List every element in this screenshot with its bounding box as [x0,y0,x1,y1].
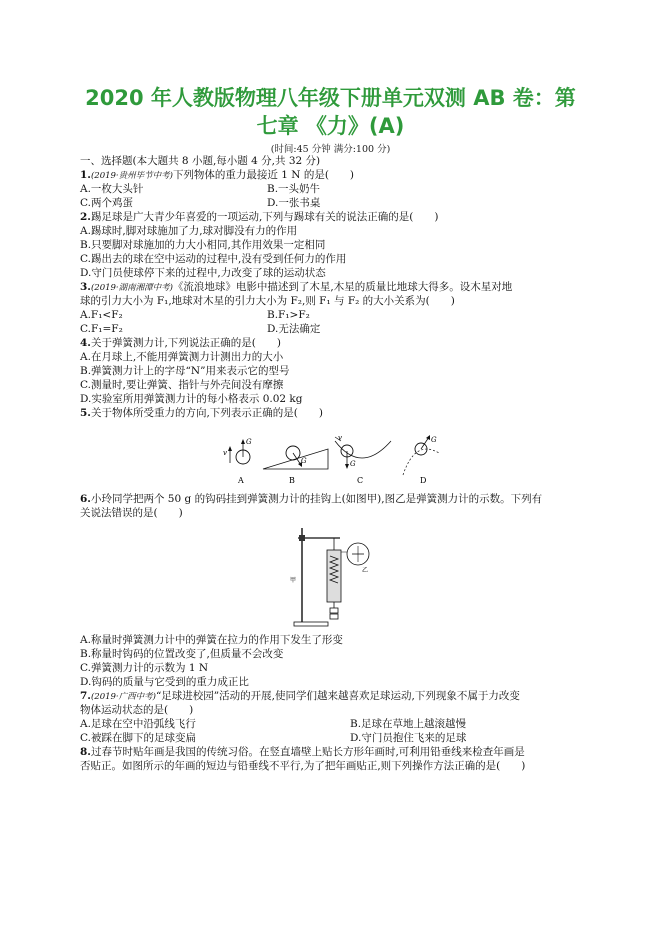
figure-a [223,438,252,485]
option-b: B.称量时钩码的位置改变了,但质量不会改变 [80,648,284,660]
question-number: 4. [80,337,91,349]
option-a: A.一枚大头针 [80,183,144,195]
label-d: D [420,476,427,485]
option-d: D.守门员使球停下来的过程中,力改变了球的运动状态 [80,267,326,279]
question-text: 下列物体的重力最接近 1 N 的是( ) [172,169,355,181]
question-number: 1. [80,169,91,181]
option-b: B.弹簧测力计上的字母“N”用来表示它的型号 [80,365,290,377]
question-source: (2019·贵州毕节中考) [90,171,173,181]
question-text: 过春节时贴年画是我国的传统习俗。在竖直墙壁上贴长方形年画时,可利用铅垂线来检查年画是 [90,746,525,758]
question-8 [80,746,580,759]
option-b: B.F₁>F₂ [267,309,310,321]
label-g: G [301,457,307,465]
gravity-figures-svg [223,435,453,500]
option-c: C.测量时,要让弹簧、指针与外壳间没有摩擦 [80,379,284,391]
option-c: C.被踩在脚下的足球变扁 [80,732,196,744]
question-text: 《流浪地球》电影中描述到了木星,木星的质量比地球大得多。设木星对地 [172,281,513,293]
option-c: C.踢出去的球在空中运动的过程中,没有受到任何力的作用 [80,253,347,265]
q1-options-row-2 [80,197,580,210]
question-text: “足球进校园”活动的开展,使同学们越来越喜欢足球运动,下列现象不属于力改变 [155,690,520,702]
spring-scale-svg [290,522,380,630]
question-text: 关于弹簧测力计,下列说法正确的是( ) [90,337,281,349]
question-text: 踢足球是广大青少年喜爱的一项运动,下列与踢球有关的说法正确的是( ) [90,211,439,223]
gravity-direction-figures [223,435,453,500]
option-a: A.称量时弹簧测力计中的弹簧在拉力的作用下发生了形变 [80,634,343,646]
question-1 [80,169,580,183]
label-a: A [238,476,244,485]
q7-options-row-2 [80,732,580,745]
label-g: G [246,438,252,446]
question-number: 7. [80,690,91,702]
label-jia: 甲 [290,577,297,584]
label-b: B [289,476,295,485]
question-text: 关于物体所受重力的方向,下列表示正确的是( ) [90,407,323,419]
option-b: B.足球在草地上越滚越慢 [350,718,467,730]
option-a: A.在月球上,不能用弹簧测力计测出力的大小 [80,351,284,363]
question-7-cont: 物体运动状态的是( ) [80,704,194,716]
q1-options-row-1 [80,183,580,196]
section-heading: 一、选择题(本大题共 8 小题,每小题 4 分,共 32 分) [80,155,321,167]
question-5 [80,407,580,420]
label-v: v [223,449,227,457]
question-source: (2019·湖南湘潭中考) [90,283,173,293]
question-3-cont: 球的引力大小为 F₁,地球对木星的引力大小为 F₂,则 F₁ 与 F₂ 的大小关系为( ) [80,295,455,307]
option-d: D.守门员抱住飞来的足球 [350,732,467,744]
option-c: C.两个鸡蛋 [80,197,133,209]
exam-meta: (时间:45 分钟 满分:100 分) [270,144,391,155]
label-v: v [338,435,342,442]
q7-options-row-1 [80,718,580,731]
title-line-2: 七章 《力》(A) [256,114,405,138]
figure-c [335,435,391,485]
label-g: G [431,436,437,444]
spring-scale-figure [290,522,380,630]
question-6 [80,493,580,506]
question-4 [80,337,580,350]
question-number: 2. [80,211,91,223]
figure-d [403,435,439,485]
option-d: D.无法确定 [267,323,321,335]
question-2 [80,211,580,224]
q3-options-row-2 [80,323,580,336]
question-8-cont: 否贴正。如图所示的年画的短边与铅垂线不平行,为了把年画贴正,则下列操作方法正确的是( ) [80,760,526,772]
option-a: A.踢球时,脚对球施加了力,球对脚没有力的作用 [80,225,298,237]
q3-options-row-1 [80,309,580,322]
figure-b [263,446,328,485]
option-a: A.足球在空中沿弧线飞行 [80,718,196,730]
option-c: C.F₁=F₂ [80,323,123,335]
question-text: 小玲同学把两个 50 g 的钩码挂到弹簧测力计的挂钩上(如图甲),图乙是弹簧测力计的示数。下列有 [90,493,543,505]
question-number: 5. [80,407,91,419]
question-number: 6. [80,493,91,505]
option-b: B.只要脚对球施加的力大小相同,其作用效果一定相同 [80,239,326,251]
option-d: D.钩码的质量与它受到的重力成正比 [80,676,249,688]
option-b: B.一头奶牛 [267,183,321,195]
question-number: 3. [80,281,91,293]
option-c: C.弹簧测力计的示数为 1 N [80,662,209,674]
option-d: D.一张书桌 [267,197,321,209]
question-3 [80,281,580,295]
option-d: D.实验室所用弹簧测力计的每小格表示 0.02 kg [80,393,303,405]
label-c: C [357,476,364,485]
question-source: (2019·广西中考) [90,692,156,702]
option-a: A.F₁<F₂ [80,309,123,321]
question-6-cont: 关说法错误的是( ) [80,507,183,519]
question-number: 8. [80,746,91,758]
question-7 [80,690,580,704]
label-g: G [350,460,356,468]
title-line-1: 2020 年人教版物理八年级下册单元双测 AB 卷：第 [85,86,576,110]
label-yi: 乙 [362,567,369,574]
